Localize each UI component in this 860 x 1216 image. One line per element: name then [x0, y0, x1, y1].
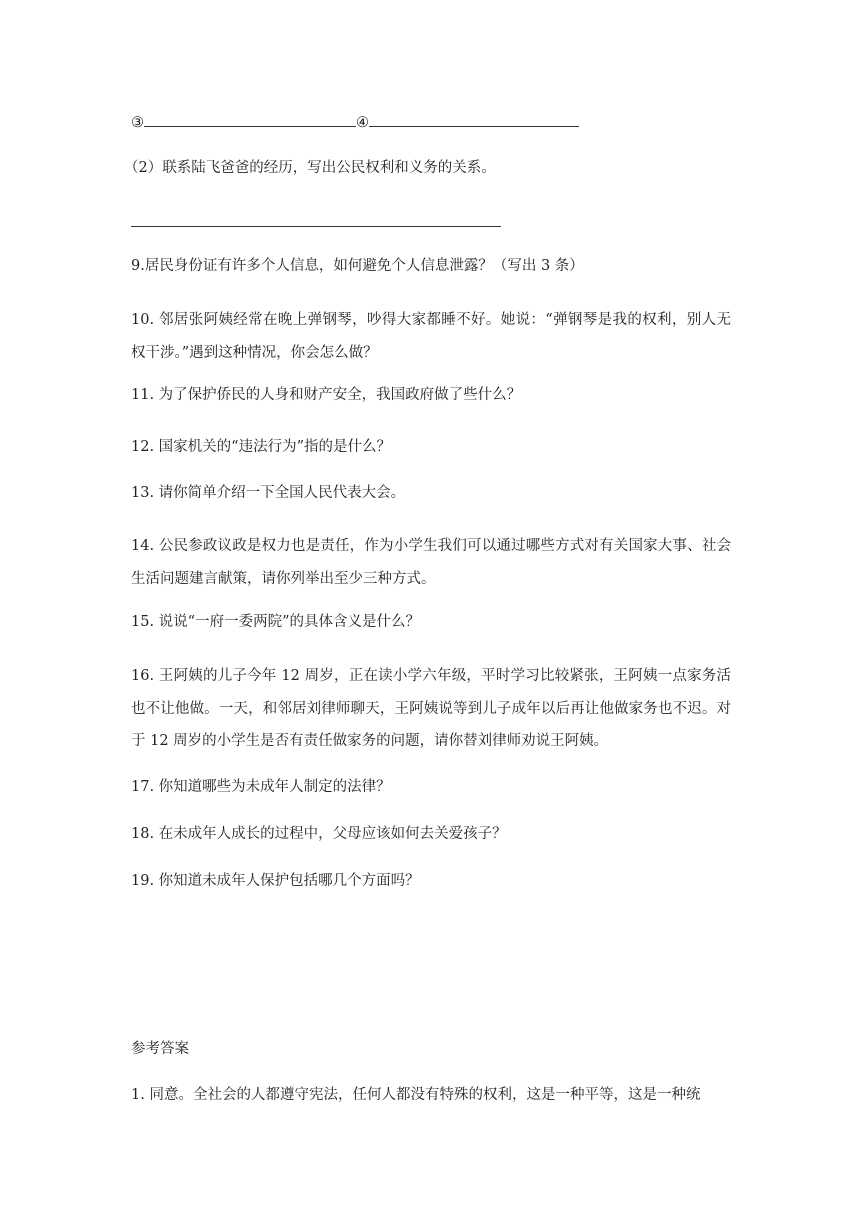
question-10: 10. 邻居张阿姨经常在晚上弹钢琴，吵得大家都睡不好。她说：“弹钢琴是我的权利，别人无权干涉。”遇到这种情况，你会怎么做？ [131, 312, 731, 361]
question-19: 19. 你知道未成年人保护包括哪几个方面吗？ [131, 873, 420, 889]
circled-number-3: ③ [131, 115, 144, 131]
question-14: 14. 公民参政议政是权力也是责任，作为小学生我们可以通过哪些方式对有关国家大事、社会生活问题建言献策，请你列举出至少三种方式。 [131, 538, 731, 587]
fill-blank-line [131, 112, 731, 133]
question-18: 18. 在未成年人成长的过程中，父母应该如何去关爱孩子？ [131, 826, 507, 842]
answer-1: 1. 同意。全社会的人都遵守宪法，任何人都没有特殊的权利，这是一种平等，这是一种统 [131, 1087, 701, 1103]
question-11: 11. 为了保护侨民的人身和财产安全，我国政府做了些什么？ [131, 387, 522, 403]
answer-blank-3 [144, 112, 356, 127]
question-12: 12. 国家机关的“违法行为”指的是什么？ [131, 439, 391, 455]
question-13: 13. 请你简单介绍一下全国人民代表大会。 [131, 485, 406, 501]
answers-heading: 参考答案 [131, 1041, 189, 1057]
question-9: 9.居民身份证有许多个人信息，如何避免个人信息泄露？（写出 3 条） [131, 258, 584, 274]
question-17: 17. 你知道哪些为未成年人制定的法律？ [131, 779, 391, 795]
question-16: 16. 王阿姨的儿子今年 12 周岁，正在读小学六年级，平时学习比较紧张，王阿姨一点家务活也不让他做。一天，和邻居刘律师聊天，王阿姨说等到儿子成年以后再让他做家务也不迟。对于 12 周岁的小学生是否有责任做家务的问题，请你替刘律师劝说王阿姨。 [131, 668, 731, 749]
answer-blank-line [131, 226, 501, 227]
question-8-part-2: （2）联系陆飞爸爸的经历，写出公民权利和义务的关系。 [124, 160, 496, 176]
question-15: 15. 说说“一府一委两院”的具体含义是什么？ [131, 614, 420, 630]
answer-blank-4 [369, 112, 579, 127]
circled-number-4: ④ [356, 115, 369, 131]
